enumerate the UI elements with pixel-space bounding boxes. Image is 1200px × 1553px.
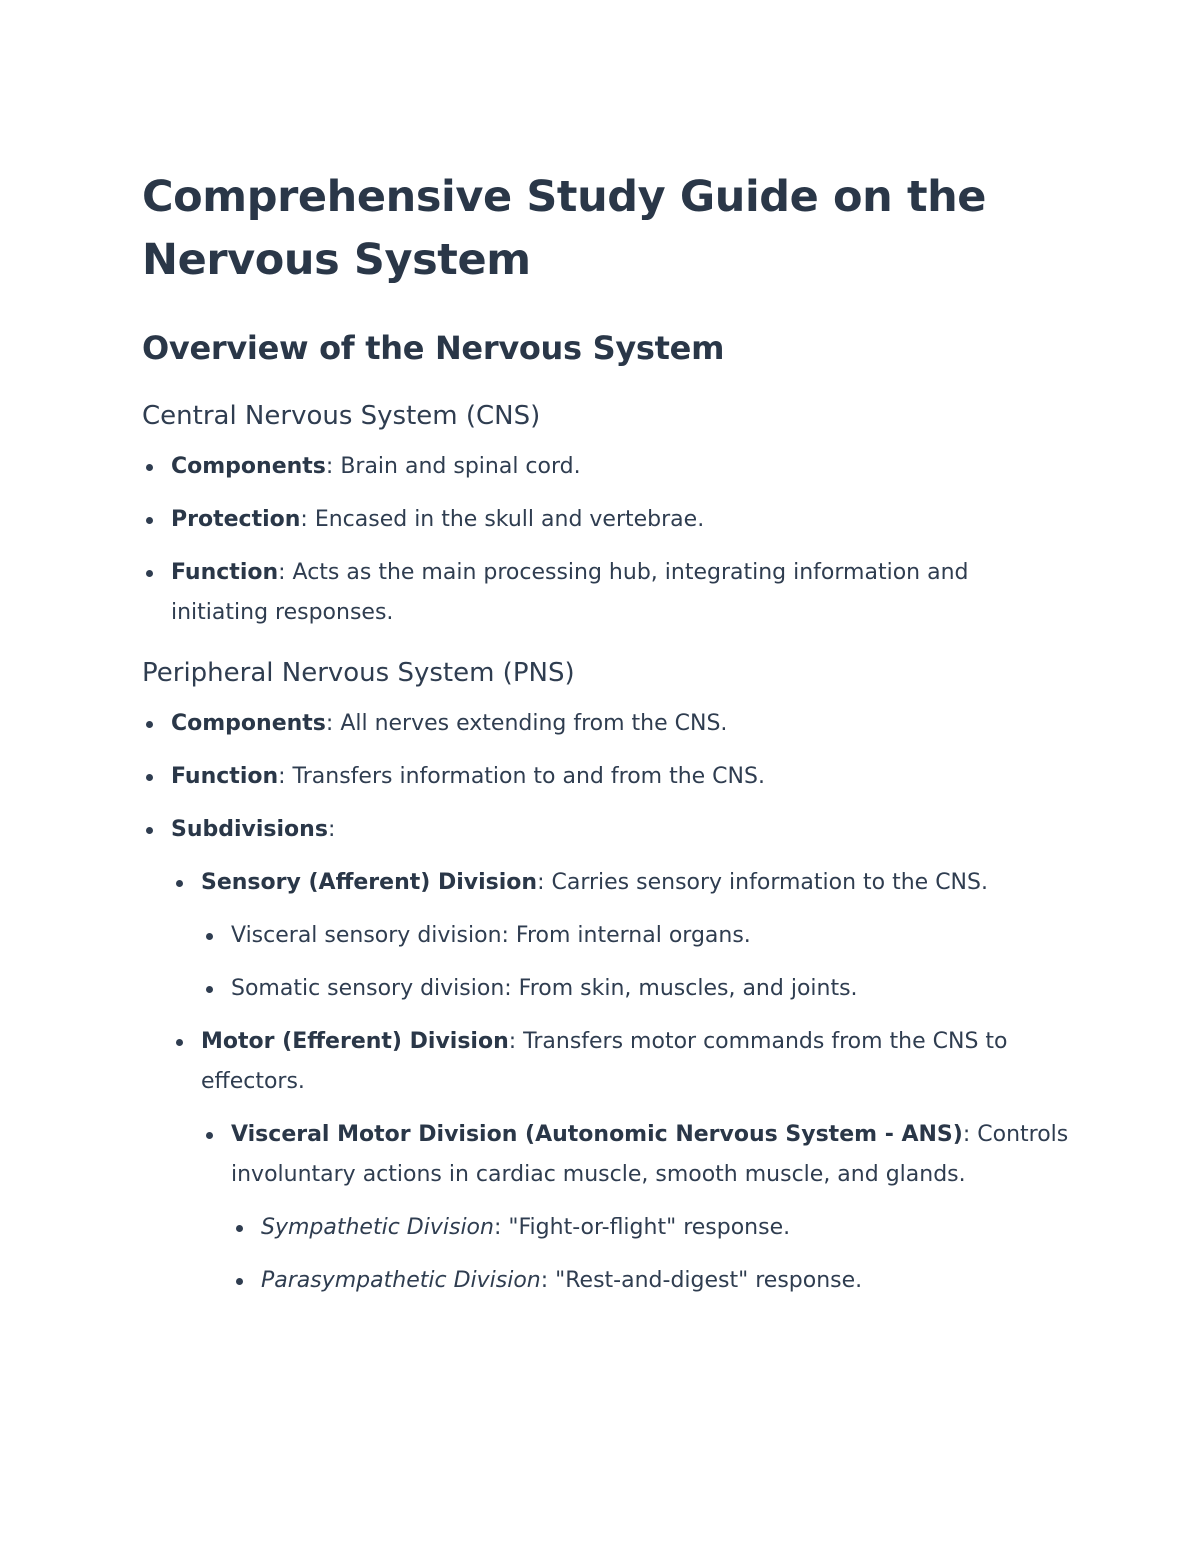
sensory-list bbox=[231, 916, 1072, 1009]
subsection-heading-cns: Central Nervous System (CNS) bbox=[142, 401, 541, 431]
list-item: Protection: Encased in the skull and vertebrae. bbox=[171, 500, 1072, 540]
item-text: "Rest-and-digest" response. bbox=[555, 1268, 863, 1293]
list-item bbox=[231, 916, 1072, 956]
document-title: Comprehensive Study Guide on the Nervous System bbox=[142, 172, 987, 285]
section-heading-overview: Overview of the Nervous System bbox=[142, 329, 725, 367]
item-label: Components bbox=[171, 711, 326, 736]
list-item: Function: Transfers information to and from the CNS. bbox=[171, 757, 1072, 797]
cns-list bbox=[171, 447, 1072, 633]
motor-list bbox=[231, 1115, 1072, 1301]
item-text: "Fight-or-flight" response. bbox=[508, 1215, 791, 1240]
ans-list bbox=[261, 1208, 1072, 1301]
item-label: Protection bbox=[171, 507, 301, 532]
item-label: Components bbox=[171, 454, 326, 479]
item-text: All nerves extending from the CNS. bbox=[340, 711, 728, 736]
list-item: Components: Brain and spinal cord. bbox=[171, 447, 1072, 487]
item-text: Transfers motor commands from the CNS to effectors. bbox=[201, 1029, 1008, 1094]
list-item: Parasympathetic Division: "Rest-and-digest" response. bbox=[261, 1261, 1072, 1301]
list-item: Components: All nerves extending from the CNS. bbox=[171, 704, 1072, 744]
item-text: Transfers information to and from the CNS. bbox=[292, 764, 765, 789]
item-text: Encased in the skull and vertebrae. bbox=[314, 507, 705, 532]
document-page bbox=[142, 166, 1072, 1301]
item-label: Visceral Motor Division (Autonomic Nervous System - ANS) bbox=[231, 1122, 963, 1147]
item-text: Somatic sensory division: From skin, muscles, and joints. bbox=[231, 976, 858, 1001]
list-item bbox=[231, 969, 1072, 1009]
item-label: Function bbox=[171, 764, 279, 789]
item-label: Parasympathetic Division bbox=[261, 1268, 541, 1293]
list-item: Visceral Motor Division (Autonomic Nervous System - ANS): Controls involuntary actions in cardiac muscle, smooth muscle, and glands. Sympathetic Division: "Fight-or-flight" response. Parasympathetic Division: "Rest-and-digest" response. bbox=[231, 1115, 1072, 1301]
pns-list bbox=[171, 704, 1072, 1301]
item-label: Motor (Efferent) Division bbox=[201, 1029, 509, 1054]
item-text: Visceral sensory division: From internal organs. bbox=[231, 923, 751, 948]
item-label: Sympathetic Division bbox=[261, 1215, 494, 1240]
list-item: Sensory (Afferent) Division: Carries sensory information to the CNS. Visceral sensory division: From internal organs. Somatic sensory division: From skin, muscles, and joints. bbox=[201, 863, 1072, 1009]
list-item: Sympathetic Division: "Fight-or-flight" response. bbox=[261, 1208, 1072, 1248]
subsection-heading-pns: Peripheral Nervous System (PNS) bbox=[142, 658, 575, 688]
item-text: Controls involuntary actions in cardiac muscle, smooth muscle, and glands. bbox=[231, 1122, 1069, 1187]
item-text: Acts as the main processing hub, integrating information and initiating responses. bbox=[171, 560, 969, 625]
item-text: Carries sensory information to the CNS. bbox=[551, 870, 988, 895]
list-item: Subdivisions: Sensory (Afferent) Division: Carries sensory information to the CNS. Visceral sensory division: From internal organs. Somatic sensory division: From skin, muscles, and joints. Motor (Efferent) Division: Transfers motor commands from the CNS to effectors. Visceral Motor Division (Autonomic Nervous System - ANS): Controls involuntary actions in cardiac muscle, smooth muscle, and glands. Sympathetic Division: "Fight-or-flight" response. Parasympathetic Division: "Rest-and-digest" response. bbox=[171, 810, 1072, 1301]
item-label: Function bbox=[171, 560, 279, 585]
item-label: Subdivisions bbox=[171, 817, 328, 842]
subdivisions-list bbox=[201, 863, 1072, 1301]
item-label: Sensory (Afferent) Division bbox=[201, 870, 538, 895]
list-item: Function: Acts as the main processing hub, integrating information and initiating responses. bbox=[171, 553, 1072, 633]
list-item: Motor (Efferent) Division: Transfers motor commands from the CNS to effectors. Visceral Motor Division (Autonomic Nervous System - ANS): Controls involuntary actions in cardiac muscle, smooth muscle, and glands. Sympathetic Division: "Fight-or-flight" response. Parasympathetic Division: "Rest-and-digest" response. bbox=[201, 1022, 1072, 1301]
item-text: Brain and spinal cord. bbox=[340, 454, 581, 479]
